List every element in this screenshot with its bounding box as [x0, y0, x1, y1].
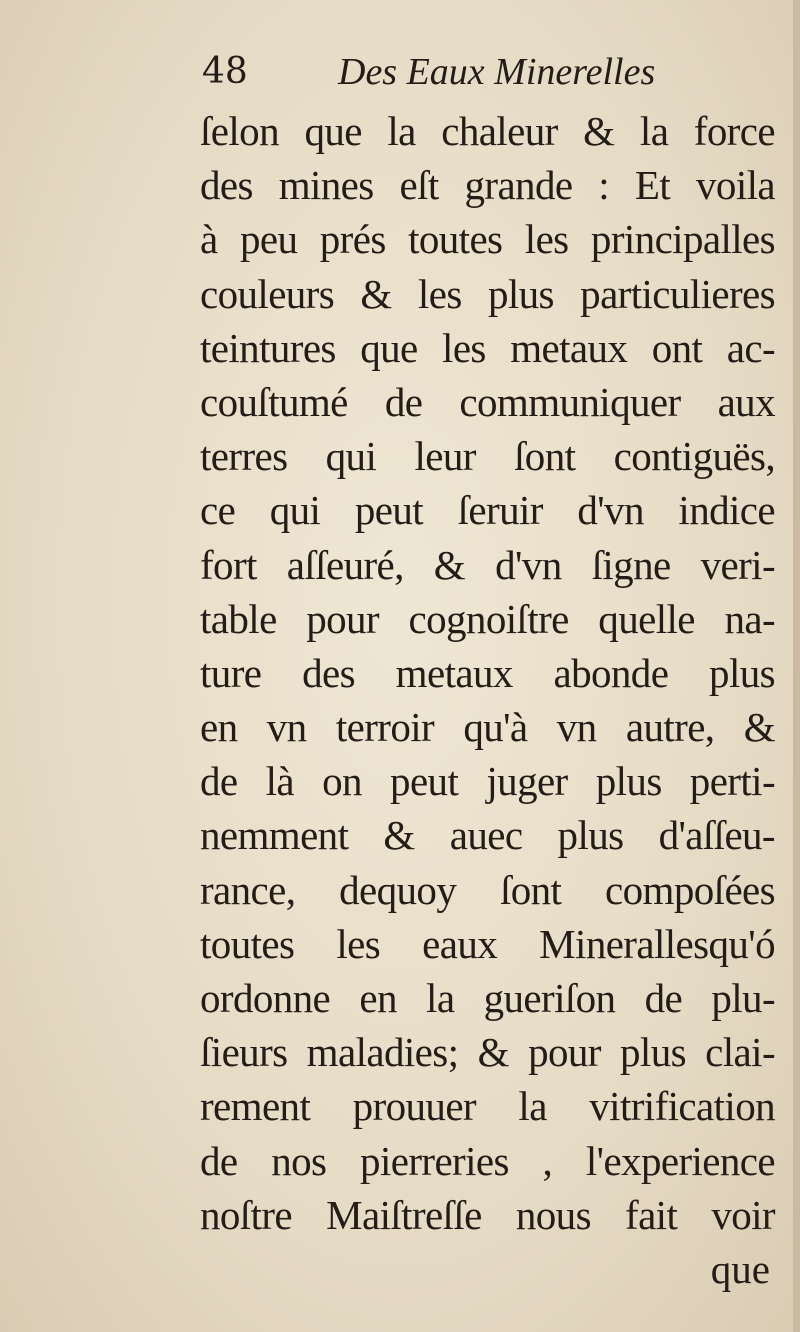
text-line: toutes les eaux Minerallesqu'ó — [200, 920, 775, 967]
running-title: Des Eaux Minerelles — [338, 51, 656, 93]
text-line: rance, dequoy ſont compoſées — [200, 866, 775, 913]
text-line: couleurs & les plus particulieres — [200, 270, 775, 317]
text-line: ſelon que la chaleur & la force — [200, 108, 775, 154]
text-line: rement prouuer la vitrification — [200, 1083, 775, 1130]
text-line: ce qui peut ſeruir d'vn indice — [200, 487, 775, 534]
text-line: teintures que les metaux ont ac- — [200, 324, 775, 371]
text-line: ordonne en la gueriſon de plu- — [200, 975, 775, 1021]
page-header — [202, 44, 762, 100]
text-line: terres qui leur ſont contiguës, — [200, 433, 775, 480]
text-line: ſieurs maladies; & pour plus clai- — [200, 1029, 775, 1076]
text-line: en vn terroir qu'à vn autre, & — [200, 704, 775, 751]
text-line: de là on peut juger plus perti- — [200, 758, 775, 805]
text-line: fort aſſeuré, & d'vn ſigne veri- — [200, 541, 775, 588]
text-line: de nos pierreries , l'experience — [200, 1137, 775, 1184]
text-line: nemment & auec plus d'aſſeu- — [200, 812, 775, 859]
page-edge — [793, 0, 800, 1332]
text-line: noſtre Maiſtreſſe nous fait voir — [200, 1191, 775, 1238]
text-line: à peu prés toutes les principalles — [200, 216, 775, 263]
text-line: ture des metaux abonde plus — [200, 649, 775, 696]
body-text — [200, 104, 775, 1242]
page-number: 48 — [202, 51, 248, 92]
text-line: des mines eſt grande : Et voila — [200, 162, 775, 209]
text-line: couſtumé de communiquer aux — [200, 378, 775, 425]
catchword: que — [710, 1246, 770, 1292]
text-line: table pour cognoiſtre quelle na- — [200, 595, 775, 642]
